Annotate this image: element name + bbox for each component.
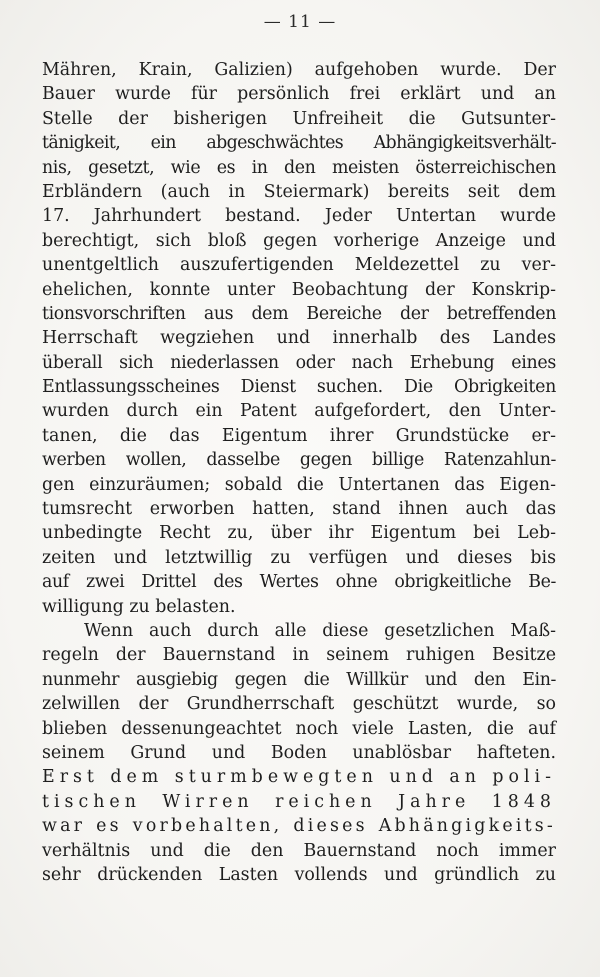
text-line: unbedingte Recht zu, über ihr Eigentum bei Leb- (42, 523, 556, 544)
text-line: war es vorbehalten, dieses Abhängigkeits- (42, 816, 556, 837)
page-number: — 11 — (263, 12, 337, 32)
text-line: zelwillen der Grundherrschaft geschützt wurde, so (42, 694, 556, 715)
text-line: Stelle der bisherigen Unfreiheit die Gutsunter- (42, 108, 556, 129)
text-line: Erbländern (auch in Steiermark) bereits seit dem (42, 181, 556, 202)
text-line: willigung zu belasten. (42, 596, 236, 617)
text-line: 17. Jahrhundert bestand. Jeder Untertan wurde (42, 206, 556, 227)
text-line: überall sich niederlassen oder nach Erhebung eines (42, 352, 556, 373)
text-line: auf zwei Drittel des Wertes ohne obrigkeitliche Be- (42, 572, 556, 593)
text-line: zeiten und letztwillig zu verfügen und dieses bis (42, 547, 556, 568)
paragraph-1 (42, 58, 556, 619)
text-line: tanen, die das Eigentum ihrer Grundstücke er- (42, 425, 556, 446)
text-line: regeln der Bauernstand in seinem ruhigen Besitze (42, 645, 556, 666)
text-line: tionsvorschriften aus dem Bereiche der betreffenden (42, 303, 556, 324)
body-text (42, 58, 556, 887)
text-line: nis, gesetzt, wie es in den meisten österreichischen (42, 157, 556, 178)
text-line: wurden durch ein Patent aufgefordert, den Unter- (42, 401, 556, 422)
paragraph-2 (42, 619, 556, 887)
text-line: sehr drückenden Lasten vollends und gründlich zu (42, 864, 556, 885)
text-line: Wenn auch durch alle diese gesetzlichen Maß- (84, 620, 556, 641)
text-line: ehelichen, konnte unter Beobachtung der Konskrip- (42, 279, 556, 300)
text-line: gen einzuräumen; sobald die Untertanen das Eigen- (42, 474, 556, 495)
text-line: nunmehr ausgiebig gegen die Willkür und den Ein- (42, 669, 556, 690)
text-line: Herrschaft wegziehen und innerhalb des Landes (42, 328, 556, 349)
text-line: tumsrecht erworben hatten, stand ihnen auch das (42, 499, 556, 520)
text-line: verhältnis und die den Bauernstand noch immer (42, 840, 556, 861)
text-line: berechtigt, sich bloß gegen vorherige Anzeige und (42, 230, 556, 251)
text-line: Bauer wurde für persönlich frei erklärt und an (42, 84, 556, 105)
text-line: Erst dem sturmbewegten und an poli- (42, 767, 556, 788)
text-line: tischen Wirren reichen Jahre 1848 (42, 791, 556, 812)
text-line: werben wollen, dasselbe gegen billige Ratenzahlun- (42, 450, 556, 471)
text-line: tänigkeit, ein abgeschwächtes Abhängigkeitsverhält- (42, 133, 556, 154)
text-line: unentgeltlich auszufertigenden Meldezettel zu ver- (42, 255, 556, 276)
text-line: blieben dessenungeachtet noch viele Lasten, die auf (42, 718, 556, 739)
text-line: seinem Grund und Boden unablösbar hafteten. (42, 742, 556, 763)
text-line: Entlassungsscheines Dienst suchen. Die Obrigkeiten (42, 377, 556, 398)
text-line: Mähren, Krain, Galizien) aufgehoben wurde. Der (42, 60, 556, 80)
